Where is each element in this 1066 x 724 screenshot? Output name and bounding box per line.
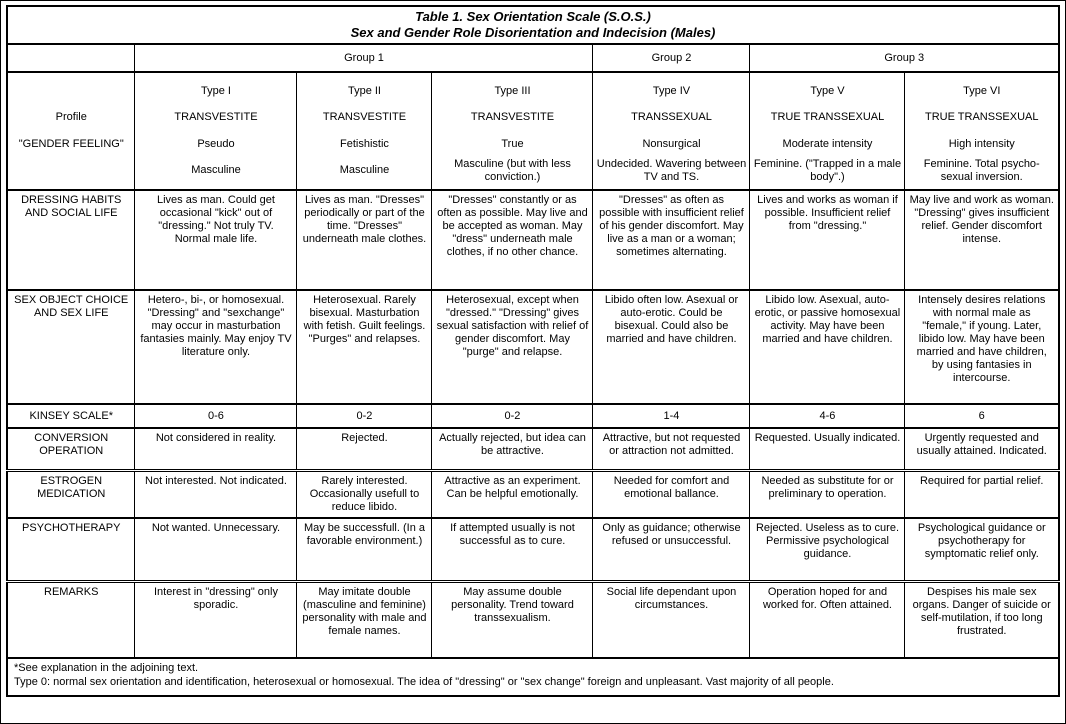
group-row-corner-cell bbox=[7, 44, 135, 72]
table-cell: Not interested. Not indicated. bbox=[135, 470, 297, 518]
type-gender-feeling: Masculine bbox=[339, 164, 390, 177]
row-header-sex-object-choice: SEX OBJECT CHOICE AND SEX LIFE bbox=[7, 290, 135, 404]
table-cell: Psychological guidance or psychotherapy for symptomatic relief only. bbox=[905, 518, 1059, 582]
table-cell: Heterosexual, except when "dressed." "Dressing" gives sexual satisfaction with relief of gender discomfort. May "purge" and relapse. bbox=[432, 290, 593, 404]
table-cell: Lives as man. Could get occasional "kick" out of "dressing." Not truly TV. Normal male life. bbox=[135, 190, 297, 290]
table-cell: May live and work as woman. "Dressing" gives insufficient relief. Gender discomfort intense. bbox=[905, 190, 1059, 290]
type-subtype: Fetishistic bbox=[340, 137, 389, 150]
type-subtype: Pseudo bbox=[197, 137, 235, 150]
table-cell: If attempted usually is not successful as to cure. bbox=[432, 518, 593, 582]
table-cell: Not considered in reality. bbox=[135, 428, 297, 470]
type-label: Type III bbox=[494, 84, 531, 97]
type-label: Type IV bbox=[652, 84, 691, 97]
profile-cell-type-5 bbox=[750, 72, 905, 190]
footnotes-cell bbox=[7, 658, 1059, 696]
table-cell: Not wanted. Unnecessary. bbox=[135, 518, 297, 582]
type-subtype: Nonsurgical bbox=[642, 137, 701, 150]
group-3-header: Group 3 bbox=[750, 44, 1059, 72]
row-header-conversion-operation: CONVERSION OPERATION bbox=[7, 428, 135, 470]
group-2-header: Group 2 bbox=[593, 44, 750, 72]
table-cell: Required for partial relief. bbox=[905, 470, 1059, 518]
row-header-dressing-habits: DRESSING HABITS AND SOCIAL LIFE bbox=[7, 190, 135, 290]
table-cell: Hetero-, bi-, or homosexual. "Dressing" and "sexchange" may occur in masturbation fantasies mainly. May enjoy TV literature only. bbox=[135, 290, 297, 404]
row-header-profile bbox=[7, 72, 135, 190]
gender-feeling-label: "GENDER FEELING" bbox=[18, 137, 124, 150]
table-cell: Despises his male sex organs. Danger of suicide or self-mutilation, if too long frustrated. bbox=[905, 582, 1059, 658]
table-cell: Interest in "dressing" only sporadic. bbox=[135, 582, 297, 658]
type-label: Type VI bbox=[963, 84, 1001, 97]
table-cell: Needed as substitute for or preliminary to operation. bbox=[750, 470, 905, 518]
table-cell: Only as guidance; otherwise refused or unsuccessful. bbox=[593, 518, 750, 582]
profile-cell-type-1 bbox=[135, 72, 297, 190]
table-cell: Rarely interested. Occasionally usefull to reduce libido. bbox=[297, 470, 432, 518]
profile-cell-type-3 bbox=[432, 72, 593, 190]
type-category: TRUE TRANSSEXUAL bbox=[924, 111, 1039, 124]
row-header-psychotherapy: PSYCHOTHERAPY bbox=[7, 518, 135, 582]
profile-cell-type-4 bbox=[593, 72, 750, 190]
table-cell: 0-2 bbox=[432, 404, 593, 428]
profile-label-spacer bbox=[11, 78, 132, 105]
table-cell: 0-6 bbox=[135, 404, 297, 428]
table-cell: Rejected. Useless as to cure. Permissive psychological guidance. bbox=[750, 518, 905, 582]
sos-table bbox=[6, 5, 1060, 697]
table-cell: Actually rejected, but idea can be attractive. bbox=[432, 428, 593, 470]
table-cell: "Dresses" constantly or as often as possible. May live and be accepted as woman. May "dress" underneath male clothes, if no other chance. bbox=[432, 190, 593, 290]
table-cell: Attractive as an experiment. Can be helpful emotionally. bbox=[432, 470, 593, 518]
type-gender-feeling: Masculine bbox=[191, 164, 241, 177]
table-cell: Lives and works as woman if possible. Insufficient relief from "dressing." bbox=[750, 190, 905, 290]
table-cell: 6 bbox=[905, 404, 1059, 428]
type-gender-feeling: Feminine. Total psycho-sexual inversion. bbox=[923, 157, 1040, 183]
table-cell: Attractive, but not requested or attraction not admitted. bbox=[593, 428, 750, 470]
table-cell: Libido often low. Asexual or auto-erotic. Could be bisexual. Could also be married and have children. bbox=[593, 290, 750, 404]
type-subtype: Moderate intensity bbox=[782, 137, 873, 150]
table-cell: May imitate double (masculine and feminine) personality with male and female names. bbox=[297, 582, 432, 658]
type-label: Type I bbox=[201, 84, 231, 97]
type-subtype: High intensity bbox=[948, 137, 1015, 150]
footnote-type-0: Type 0: normal sex orientation and identification, heterosexual or homosexual. The idea of "dressing" or "sex change" foreign and unpleasant. Vast majority of all people. bbox=[13, 675, 834, 688]
type-category: TRUE TRANSSEXUAL bbox=[770, 111, 885, 124]
type-gender-feeling: Feminine. ("Trapped in a male body".) bbox=[753, 157, 902, 183]
type-category: TRANSSEXUAL bbox=[631, 111, 712, 124]
row-header-remarks: REMARKS bbox=[7, 582, 135, 658]
type-subtype: True bbox=[501, 137, 524, 150]
type-category: TRANSVESTITE bbox=[174, 111, 258, 124]
table-cell: Requested. Usually indicated. bbox=[750, 428, 905, 470]
profile-label: Profile bbox=[55, 111, 87, 124]
table-cell: Libido low. Asexual, auto-erotic, or passive homosexual activity. May have been married and have children. bbox=[750, 290, 905, 404]
table-cell: Heterosexual. Rarely bisexual. Masturbation with fetish. Guilt feelings. "Purges" and relapses. bbox=[297, 290, 432, 404]
table-title-line1: Table 1. Sex Orientation Scale (S.O.S.) bbox=[415, 9, 651, 24]
row-header-kinsey-scale: KINSEY SCALE* bbox=[7, 404, 135, 428]
group-1-header: Group 1 bbox=[135, 44, 593, 72]
table-cell: Urgently requested and usually attained. Indicated. bbox=[905, 428, 1059, 470]
table-cell: May be successfull. (In a favorable environment.) bbox=[297, 518, 432, 582]
footnote-asterisk: *See explanation in the adjoining text. bbox=[13, 661, 199, 674]
type-gender-feeling: Masculine (but with less conviction.) bbox=[454, 157, 571, 183]
table-title bbox=[7, 6, 1059, 44]
table-cell: Rejected. bbox=[297, 428, 432, 470]
row-header-estrogen-medication: ESTROGEN MEDICATION bbox=[7, 470, 135, 518]
table-cell: Needed for comfort and emotional ballance. bbox=[593, 470, 750, 518]
profile-label-spacer bbox=[11, 158, 132, 185]
type-category: TRANSVESTITE bbox=[322, 111, 407, 124]
type-category: TRANSVESTITE bbox=[470, 111, 555, 124]
type-label: Type II bbox=[347, 84, 381, 97]
table-cell: May assume double personality. Trend toward transsexualism. bbox=[432, 582, 593, 658]
table-cell: Lives as man. "Dresses" periodically or part of the time. "Dresses" underneath male clothes. bbox=[297, 190, 432, 290]
table-cell: "Dresses" as often as possible with insufficient relief of his gender discomfort. May live as a man or a woman; sometimes alternating. bbox=[593, 190, 750, 290]
type-label: Type V bbox=[810, 84, 845, 97]
table-cell: 0-2 bbox=[297, 404, 432, 428]
profile-cell-type-2 bbox=[297, 72, 432, 190]
table-cell: 1-4 bbox=[593, 404, 750, 428]
profile-cell-type-6 bbox=[905, 72, 1059, 190]
table-cell: Social life dependant upon circumstances. bbox=[593, 582, 750, 658]
table-cell: 4-6 bbox=[750, 404, 905, 428]
table-cell: Intensely desires relations with normal male as "female," if young. Later, libido low. May have been married and have children, by using fantasies in intercourse. bbox=[905, 290, 1059, 404]
type-gender-feeling: Undecided. Wavering between TV and TS. bbox=[596, 157, 747, 183]
table-title-line2: Sex and Gender Role Disorientation and Indecision (Males) bbox=[350, 25, 716, 40]
table-cell: Operation hoped for and worked for. Often attained. bbox=[750, 582, 905, 658]
